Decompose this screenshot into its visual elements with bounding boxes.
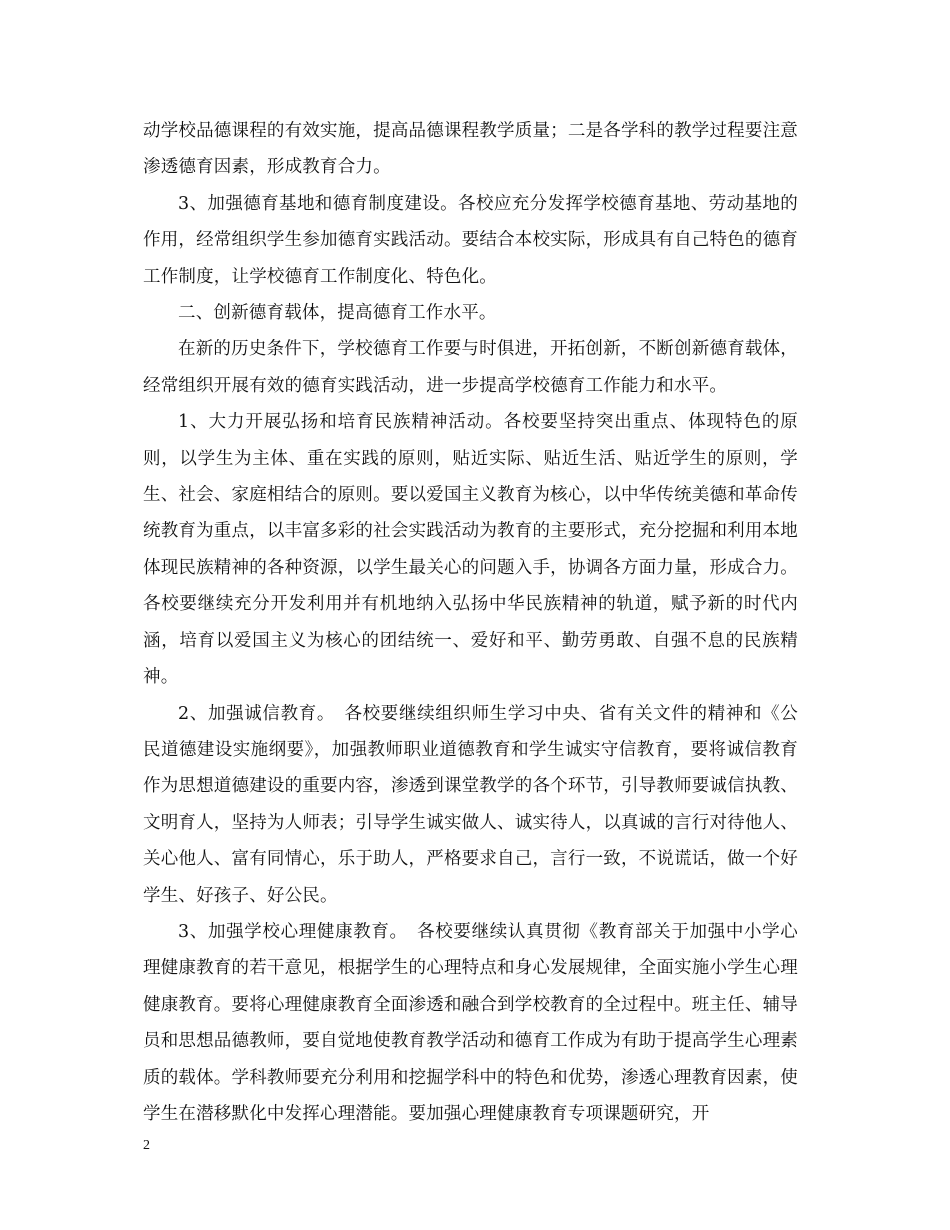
paragraph: 2、加强诚信教育。 各校要继续组织师生学习中央、省有关文件的精神和《公民道德建设实施纲要》，加强教师职业道德教育和学生诚实守信教育，要将诚信教育作为思想道德建设的重要内容，渗透到课堂教学的各个环节，引导教师要诚信执教、文明育人，坚持为人师表；引导学生诚实做人、诚实待人，以真诚的言行对待他人、关心他人、富有同情心，乐于助人，严格要求自己，言行一致，不说谎话，做一个好学生、好孩子、好公民。: [143, 703, 798, 906]
paragraph: 动学校品德课程的有效实施，提高品德课程教学质量；二是各学科的教学过程要注意渗透德育因素，形成教育合力。: [143, 121, 798, 178]
paragraph: 1、大力开展弘扬和培育民族精神活动。各校要坚持突出重点、体现特色的原则，以学生为主体、重在实践的原则，贴近实际、贴近生活、贴近学生的原则，学生、社会、家庭相结合的原则。要以爱国主义教育为核心，以中华传统美德和革命传统教育为重点，以丰富多彩的社会实践活动为教育的主要形式，充分挖掘和利用本地体现民族精神的各种资源，以学生最关心的问题入手，协调各方面力量，形成合力。各校要继续充分开发利用并有机地纳入弘扬中华民族精神的轨道，赋予新的时代内涵，培育以爱国主义为核心的团结统一、爱好和平、勤劳勇敢、自强不息的民族精神。: [143, 412, 798, 688]
page-number: 2: [143, 1138, 150, 1153]
paragraph: 3、加强学校心理健康教育。 各校要继续认真贯彻《教育部关于加强中小学心理健康教育的若干意见，根据学生的心理特点和身心发展规律，全面实施小学生心理健康教育。要将心理健康教育全面渗透和融合到学校教育的全过程中。班主任、辅导员和思想品德教师，要自觉地使教育教学活动和德育工作成为有助于提高学生心理素质的载体。学科教师要充分利用和挖掘学科中的特色和优势，渗透心理教育因素，使学生在潜移默化中发挥心理潜能。要加强心理健康教育专项课题研究，开: [143, 921, 798, 1124]
paragraph: 在新的历史条件下，学校德育工作要与时俱进，开拓创新，不断创新德育载体，经常组织开展有效的德育实践活动，进一步提高学校德育工作能力和水平。: [143, 339, 798, 396]
section-heading: 二、创新德育载体，提高德育工作水平。: [178, 303, 497, 324]
document-body: [143, 113, 798, 1132]
paragraph: 3、加强德育基地和德育制度建设。各校应充分发挥学校德育基地、劳动基地的作用，经常组织学生参加德育实践活动。要结合本校实际，形成具有自己特色的德育工作制度，让学校德育工作制度化、特色化。: [143, 193, 798, 287]
